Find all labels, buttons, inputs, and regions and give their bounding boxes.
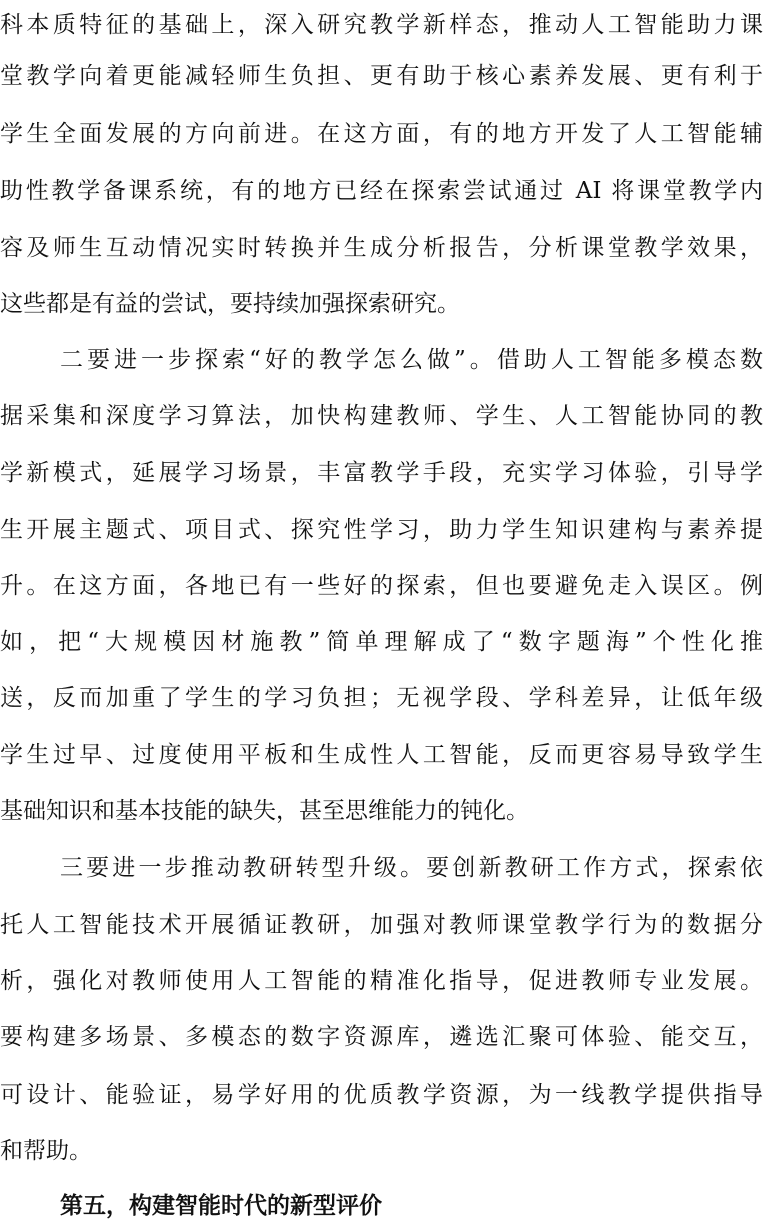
paragraph-line: 可设计、能验证，易学好用的优质教学资源，为一线教学提供指导 — [0, 1082, 763, 1108]
paragraph-line: 升。在这方面，各地已有一些好的探索，但也要避免走入误区。例 — [0, 573, 763, 599]
paragraph-line: 要构建多场景、多模态的数字资源库，遴选汇聚可体验、能交互， — [0, 1024, 763, 1050]
paragraph-line: 据采集和深度学习算法，加快构建教师、学生、人工智能协同的教 — [0, 403, 763, 429]
paragraph-line: 助性教学备课系统，有的地方已经在探索尝试通过 AI 将课堂教学内 — [0, 178, 763, 204]
paragraph-line: 学新模式，延展学习场景，丰富教学手段，充实学习体验，引导学 — [0, 460, 763, 486]
paragraph-line: 生开展主题式、项目式、探究性学习，助力学生知识建构与素养提 — [0, 517, 763, 543]
paragraph-line: 二要进一步探索“好的教学怎么做”。借助人工智能多模态数 — [60, 347, 763, 373]
section-heading: 第五，构建智能时代的新型评价 — [60, 1192, 382, 1219]
paragraph-line: 三要进一步推动教研转型升级。要创新教研工作方式，探索依 — [60, 855, 763, 881]
paragraph-line: 基础知识和基本技能的缺失，甚至思维能力的钝化。 — [0, 798, 529, 824]
paragraph-line: 析，强化对教师使用人工智能的精准化指导，促进教师专业发展。 — [0, 968, 763, 994]
paragraph-line: 学生过早、过度使用平板和生成性人工智能，反而更容易导致学生 — [0, 742, 763, 768]
paragraph-line: 如，把“大规模因材施教”简单理解成了“数字题海”个性化推 — [0, 629, 763, 655]
paragraph-line: 托人工智能技术开展循证教研，加强对教师课堂教学行为的数据分 — [0, 912, 763, 938]
paragraph-line: 堂教学向着更能减轻师生负担、更有助于核心素养发展、更有利于 — [0, 63, 763, 89]
paragraph-line: 送，反而加重了学生的学习负担；无视学段、学科差异，让低年级 — [0, 685, 763, 711]
paragraph-line: 科本质特征的基础上，深入研究教学新样态，推动人工智能助力课 — [0, 12, 763, 38]
paragraph-line: 容及师生互动情况实时转换并生成分析报告，分析课堂教学效果， — [0, 235, 763, 261]
paragraph-line: 和帮助。 — [0, 1138, 92, 1164]
paragraph-line: 这些都是有益的尝试，要持续加强探索研究。 — [0, 291, 460, 317]
paragraph-line: 学生全面发展的方向前进。在这方面，有的地方开发了人工智能辅 — [0, 121, 763, 147]
